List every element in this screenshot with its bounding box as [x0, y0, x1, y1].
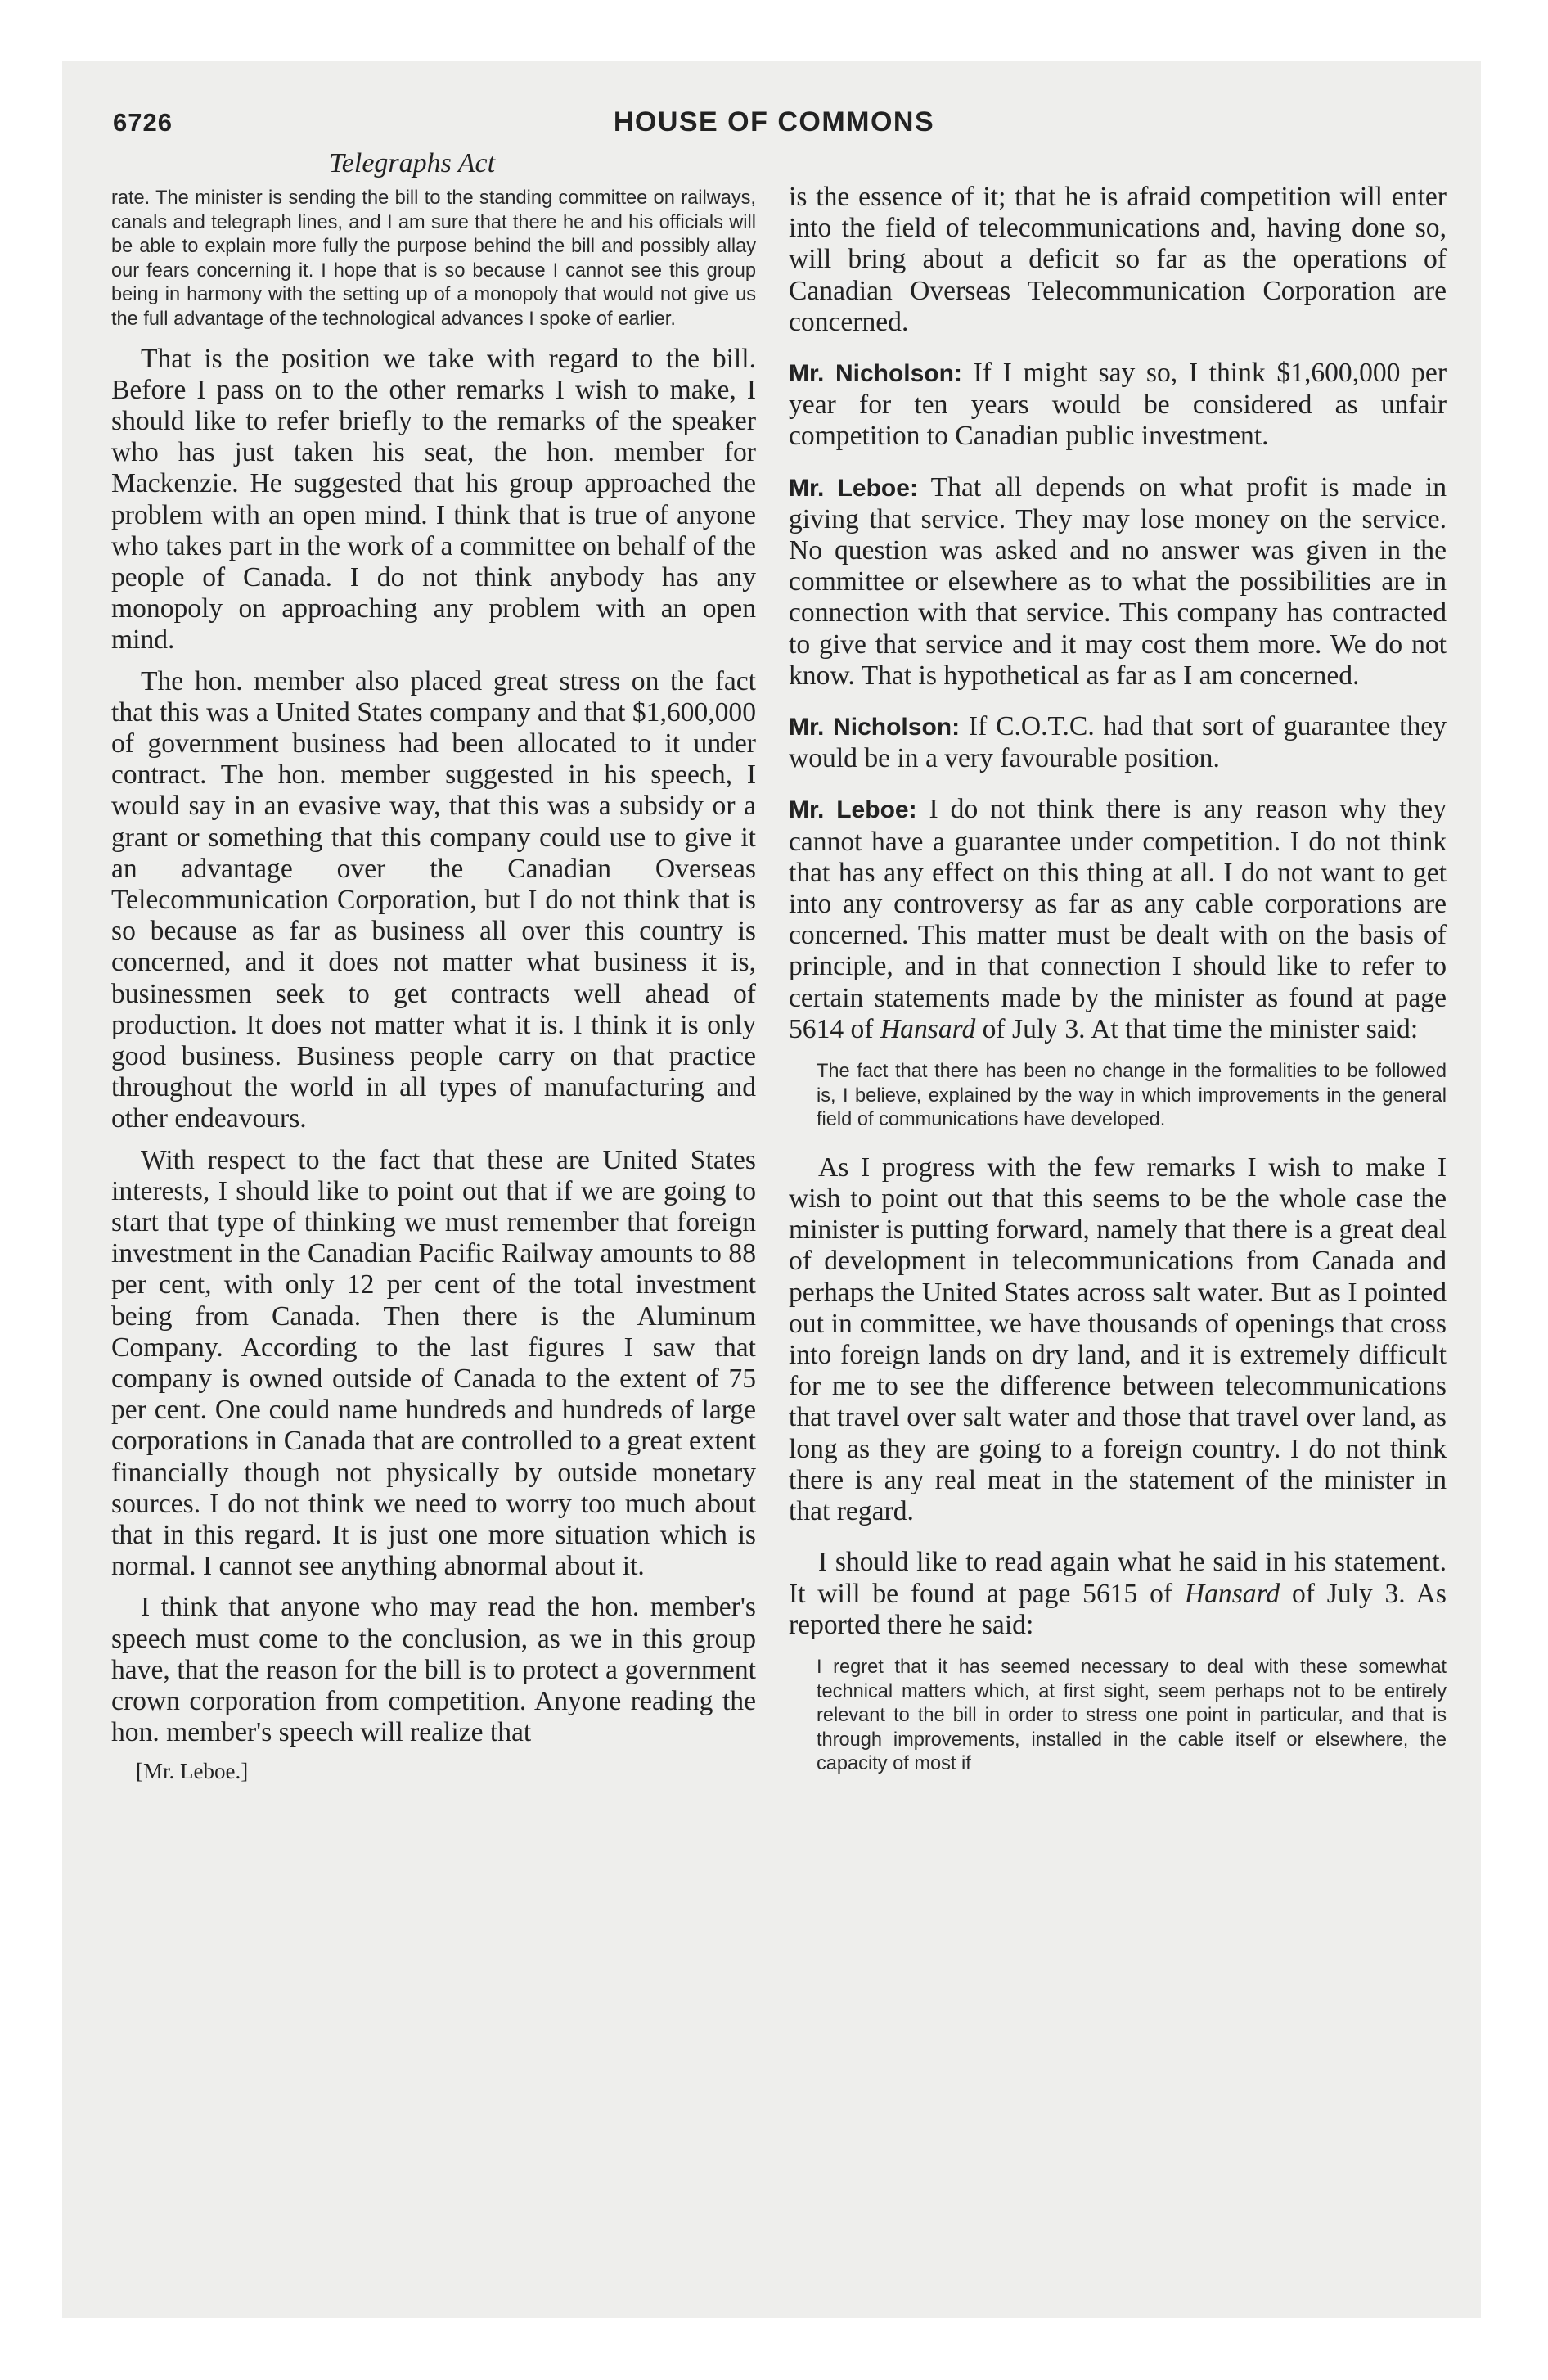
right-paragraph-after-quote: As I progress with the few remarks I wish to make I wish to point out that this seems to be the whole case the minister is putting forward, namely that there is a great deal of development in telecommunications from Canada and perhaps the United States across salt water. But as I pointed out in committee, we have thousands of openings that cross into foreign lands on dry land, and it is extremely difficult for me to see the difference between telecommunications that travel over salt water and those that travel over land, as long as they are going to a foreign country. I do not think there is any real meat in the statement of the minister in that regard. [789, 1152, 1447, 1527]
reference-text-start: I should like to read again what he said in his statement. It will be found at page 5615 of [789, 1547, 1447, 1609]
page-number: 6726 [113, 108, 173, 137]
publication-title: Hansard [880, 1013, 976, 1044]
speech-text: That all depends on what profit is made in giving that service. They may lose money on the service. No question was asked and no answer was given in the committee or elsewhere as to what the possibilities are in connection with that service. This company has contracted to give that service and it may cost them more. We do not know. That is hypothetical as far as I am concerned. [789, 471, 1447, 691]
speaker-name: Mr. Leboe: [789, 796, 917, 824]
speaker-name: Mr. Nicholson: [789, 360, 962, 388]
speech-text: If C.O.T.C. had that sort of guarantee they would be in a very favourable position. [789, 711, 1447, 774]
speech-text-tail: of July 3. At that time the minister said: [982, 1013, 1419, 1044]
left-column [111, 146, 756, 1784]
left-paragraph-4: I think that anyone who may read the hon. member's speech must come to the conclusion, as we in this group have, that the reason for the bill is to protect a government crown corporation from competition. Anyone reading the hon. member's speech will realize that [111, 1592, 756, 1748]
right-paragraph-reference [789, 1547, 1447, 1641]
publication-title: Hansard [1184, 1578, 1280, 1609]
speaker-attribution: [Mr. Leboe.] [136, 1758, 249, 1783]
reference-text-end: of July 3. As reported there he said: [789, 1578, 1447, 1640]
running-header: HOUSE OF COMMONS [613, 106, 935, 137]
left-paragraph-1: That is the position we take with regard to the bill. Before I pass on to the other remarks I wish to make, I should like to refer briefly to the remarks of the speaker who has just taken his seat, the hon. member for Mackenzie. He suggested that his group approached the problem with an open mind. I think that is true of anyone who takes part in the work of a committee on behalf of the people of Canada. I do not think anybody has any monopoly on approaching any problem with an open mind. [111, 343, 756, 656]
left-paragraph-2: The hon. member also placed great stress on the fact that this was a United States company and that $1,600,000 of government business had been allocated to it under contract. The hon. member suggested in his speech, I would say in an evasive way, that this was a subsidy or a grant or something that this company could use to give it an advantage over the Canadian Overseas Telecommunication Corporation, but I do not think that is so because as far as business all over this country is concerned, and it does not matter what business it is, businessmen seek to get contracts well ahead of production. It does not matter what it is. I think it is only good business. Business people carry on that practice throughout the world in all types of manufacturing and other endeavours. [111, 665, 756, 1134]
quoted-statement-1: The fact that there has been no change in the formalities to be followed is, I believe, explained by the way in which improvements in the general field of communications have developed. [817, 1061, 1447, 1131]
right-opening-paragraph: is the essence of it; that he is afraid competition will enter into the field of telecommunications and, having done so, will bring about a deficit so far as the operations of Canadian Overseas Telecommunication Corporation are concerned. [789, 182, 1447, 337]
speaker-name: Mr. Leboe: [789, 474, 918, 502]
left-paragraph-3: With respect to the fact that these are United States interests, I should like to point out that if we are going to start that type of thinking we must remember that foreign investment in the Canadian Pacific Railway amounts to 88 per cent, with only 12 per cent of the total investment being from Canada. Then there is the Aluminum Company. According to the last figures I saw that company is owned outside of Canada to the extent of 75 per cent. One could name hundreds and hundreds of large corporations in Canada that are controlled to a great extent financially though not physically by outside monetary sources. I do not think we need to worry too much about that in this regard. It is just one more situation which is normal. I cannot see anything abnormal about it. [111, 1144, 756, 1582]
exchange-1 [789, 358, 1447, 453]
exchange-4 [789, 794, 1447, 1045]
opening-small-text: rate. The minister is sending the bill to the standing committee on railways, canals and telegraph lines, and I am sure that there he and his officials will be able to explain more fully the purpose behind the bill and possibly allay our fears concerning it. I hope that is so because I cannot see this group being in harmony with the setting up of a monopoly that would not give us the full advantage of the technological advances I spoke of earlier. [111, 187, 756, 330]
exchange-2 [789, 472, 1447, 692]
quoted-statement-2: I regret that it has seemed necessary to deal with these somewhat technical matters which, at first sight, seem perhaps not to be entirely relevant to the bill in order to stress one point in particular, and that is through improvements, installed in the cable itself or elsewhere, the capacity of most if [817, 1656, 1447, 1775]
section-subtitle: Telegraphs Act [329, 148, 496, 178]
right-column [789, 182, 1447, 1796]
speech-text: I do not think there is any reason why they cannot have a guarantee under competition. I do not think that has any effect on this thing at all. I do not want to get into any controversy as far as any cable corporations are concerned. This matter must be dealt with on the basis of principle, and in that connection I should like to refer to certain statements made by the minister as found at page 5614 of [789, 794, 1447, 1044]
speech-text: If I might say so, I think $1,600,000 per year for ten years would be considered as unfair competition to Canadian public investment. [789, 358, 1447, 452]
speaker-name: Mr. Nicholson: [789, 714, 961, 741]
exchange-3 [789, 711, 1447, 774]
